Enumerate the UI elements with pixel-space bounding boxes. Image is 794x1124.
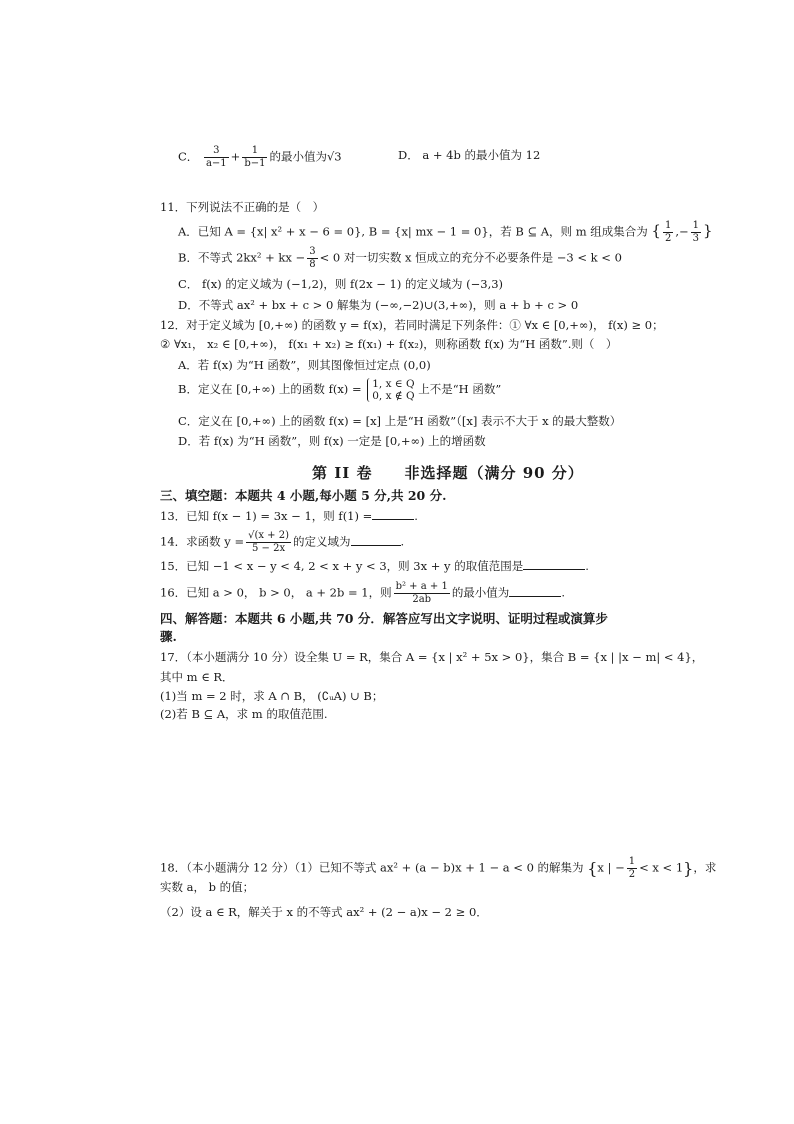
section4-heading-line2: 骤. bbox=[160, 629, 177, 644]
q11-option-d: D．不等式 ax² + bx + c > 0 解集为 (−∞,−2)∪(3,+∞)，则 a + b + c > 0 bbox=[178, 298, 579, 312]
answer-blank bbox=[372, 509, 414, 520]
q15: 15．已知 −1 < x − y < 4, 2 < x + y < 3，则 3x + y 的取值范围是 . bbox=[160, 559, 589, 573]
piecewise-cases: 1, x ∈ Q 0, x ∉ Q bbox=[367, 378, 414, 402]
q11-stem: 11．下列说法不正确的是（ ） bbox=[160, 200, 325, 214]
fraction: $\frac{\text{b² + a + 1}}{2ab}$ bbox=[395, 581, 448, 605]
q12-stem-line1: 12．对于定义域为 [0,+∞) 的函数 y = f(x)，若同时满足下列条件：① ∀x ∈ [0,+∞)， f(x) ≥ 0； bbox=[160, 318, 664, 332]
part2-title: 第 II 卷 非选择题（满分 90 分） bbox=[312, 464, 584, 482]
q17-line1: 17．（本小题满分 10 分）设全集 U = R，集合 A = {x | x² + 5x > 0}，集合 B = {x | |x − m| < 4}， bbox=[160, 650, 704, 664]
fraction: $\frac{3}{a-1}$ bbox=[205, 145, 227, 169]
q17-part2: (2)若 B ⊆ A，求 m 的取值范围. bbox=[160, 707, 328, 721]
q12-option-c: C．定义在 [0,+∞) 上的函数 f(x) = [x] 上是“H 函数”（[x] 表示不大于 x 的最大整数） bbox=[178, 414, 622, 428]
q10-option-c: C． $\frac{3}{a-1}$ + $\frac{1}{b-1}$ 的最小值为√3 bbox=[178, 145, 342, 169]
answer-blank bbox=[523, 559, 585, 570]
answer-blank bbox=[509, 586, 561, 597]
q12-option-d: D．若 f(x) 为“H 函数”，则 f(x) 一定是 [0,+∞) 上的增函数 bbox=[178, 434, 486, 448]
q12-option-b: B．定义在 [0,+∞) 上的函数 f(x) = 1, x ∈ Q 0, x ∉ Q 上不是“H 函数” bbox=[178, 378, 502, 402]
q17-part1: (1)当 m = 2 时，求 A ∩ B， (∁ᵤA) ∪ B； bbox=[160, 689, 384, 703]
q13: 13．已知 f(x − 1) = 3x − 1，则 f(1) = . bbox=[160, 509, 418, 523]
q12-stem-line2: ② ∀x₁， x₂ ∈ [0,+∞)， f(x₁ + x₂) ≥ f(x₁) + f(x₂)，则称函数 f(x) 为“H 函数”.则（ ） bbox=[160, 337, 618, 351]
fraction: $\frac{3}{8}$ bbox=[309, 246, 316, 270]
fraction: $\frac{1}{2}$ bbox=[664, 220, 672, 244]
q11-option-c: C． f(x) 的定义域为 (−1,2)，则 f(2x − 1) 的定义域为 (−3,3) bbox=[178, 277, 504, 291]
fraction: $\frac{1}{3}$ bbox=[692, 220, 700, 244]
q14: 14．求函数 y = $\frac{√(x + 2)}{5 - 2x}$ 的定义域为 . bbox=[160, 530, 405, 554]
q16: 16．已知 a > 0， b > 0， a + 2b = 1，则 $\frac{\text{b² + a + 1}}{2ab}$ 的最小值为 . bbox=[160, 581, 565, 605]
q11-option-b: B．不等式 2kx² + kx − $\frac{3}{8}$ < 0 对一切实数 x 恒成立的充分不必要条件是 −3 < k < 0 bbox=[178, 246, 622, 270]
answer-blank bbox=[351, 535, 401, 546]
q18-line2: 实数 a， b 的值； bbox=[160, 880, 255, 894]
q11-option-a: A．已知 A = {x| x² + x − 6 = 0}, B = {x| mx − 1 = 0}，若 B ⊆ A，则 m 组成集合为 { $\frac{1}{2}$ ,− $\frac{1}{3}$ } bbox=[178, 220, 713, 244]
section3-heading: 三、填空题：本题共 4 小题,每小题 5 分,共 20 分. bbox=[160, 488, 447, 503]
fraction: $\frac{√(x + 2)}{5 - 2x}$ bbox=[248, 530, 289, 554]
q17-line2: 其中 m ∈ R． bbox=[160, 670, 234, 684]
q10-option-d: D． a + 4b 的最小值为 12 bbox=[398, 148, 541, 162]
fraction: $\frac{1}{2}$ bbox=[628, 856, 636, 880]
q18-line1: 18．（本小题满分 12 分）（1）已知不等式 ax² + (a − b)x + 1 − a < 0 的解集为 {x | − $\frac{1}{2}$ < x < 1}，求 bbox=[160, 856, 717, 880]
fraction: $\frac{1}{b-1}$ bbox=[244, 145, 266, 169]
section4-heading-line1: 四、解答题：本题共 6 小题,共 70 分．解答应写出文字说明、证明过程或演算步 bbox=[160, 611, 608, 626]
q18-line3: （2）设 a ∈ R，解关于 x 的不等式 ax² + (2 − a)x − 2 ≥ 0． bbox=[160, 905, 488, 919]
q12-option-a: A．若 f(x) 为“H 函数”，则其图像恒过定点 (0,0) bbox=[178, 358, 431, 372]
